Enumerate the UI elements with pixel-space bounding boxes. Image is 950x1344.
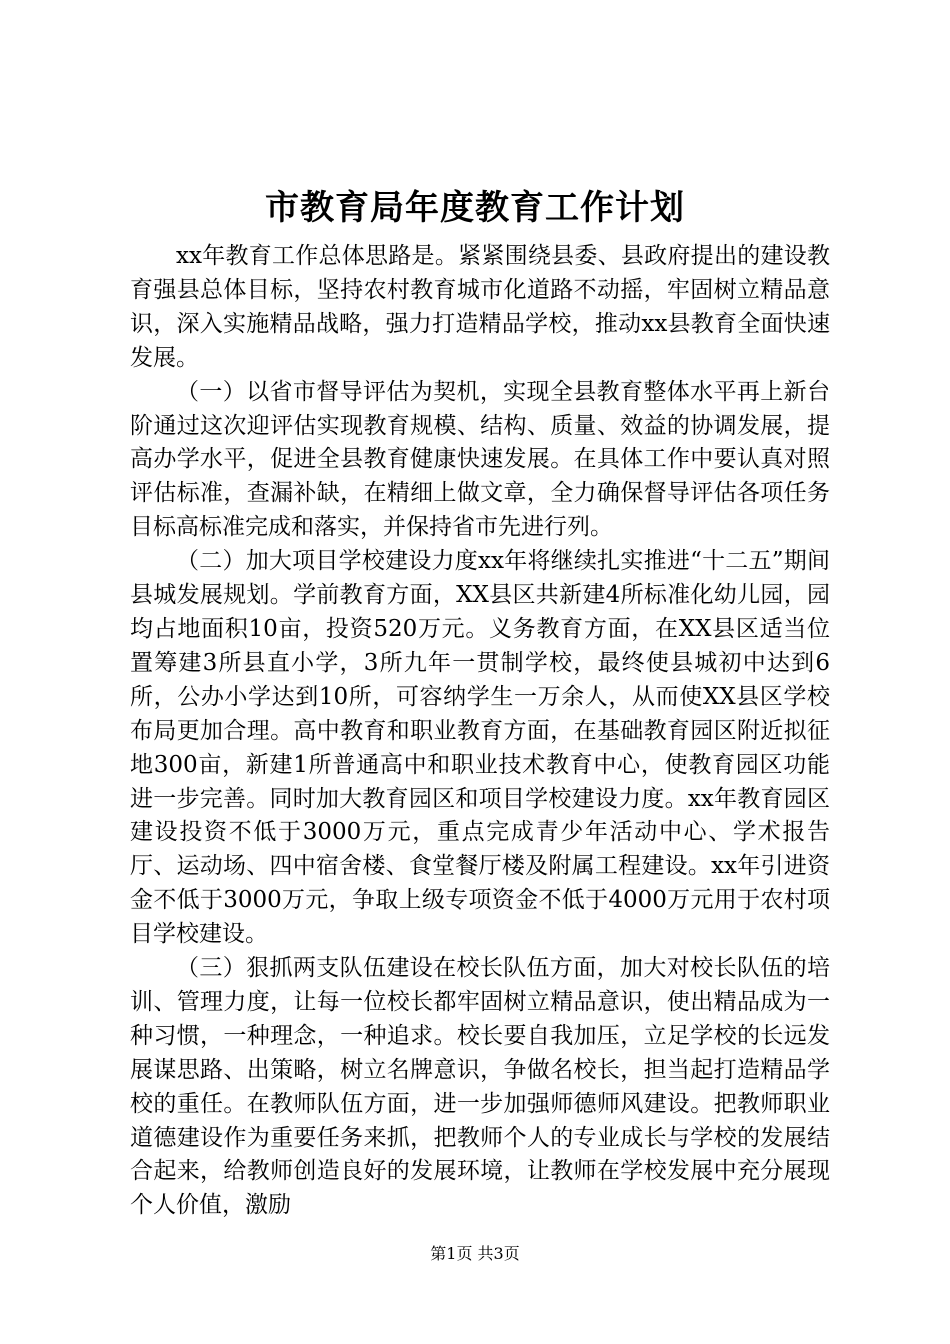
page-number-footer: 第1页 共3页 (430, 1244, 520, 1263)
paragraph-3: （二）加大项目学校建设力度xx年将继续扎实推进“十二五”期间县城发展规划。学前教育方面，XX县区共新建4所标准化幼儿园，园均占地面积10亩，投资520万元。义务教育方面，在XX县区适当位置筹建3所县直小学，3所九年一贯制学校，最终使县城初中达到6所，公办小学达到10所，可容纳学生一万余人，从而使XX县区学校布局更加合理。高中教育和职业教育方面，在基础教育园区附近拟征地300亩，新建1所普通高中和职业技术教育中心，使教育园区功能进一步完善。同时加大教育园区和项目学校建设力度。xx年教育园区建设投资不低于3000万元，重点完成青少年活动中心、学术报告厅、运动场、四中宿舍楼、食堂餐厅楼及附属工程建设。xx年引进资金不低于3000万元，争取上级专项资金不低于4000万元用于农村项目学校建设。 (130, 548, 830, 948)
paragraph-4: （三）狠抓两支队伍建设在校长队伍方面，加大对校长队伍的培训、管理力度，让每一位校长都牢固树立精品意识，使出精品成为一种习惯，一种理念，一种追求。校长要自我加压，立足学校的长远发展谋思路、出策略，树立名牌意识，争做名校长，担当起打造精品学校的重任。在教师队伍方面，进一步加强师德师风建设。把教师职业道德建设作为重要任务来抓，把教师个人的专业成长与学校的发展结合起来，给教师创造良好的发展环境，让教师在学校发展中充分展现个人价值，激励 (130, 955, 830, 1219)
document-body (130, 240, 830, 1223)
paragraph-2: （一）以省市督导评估为契机，实现全县教育整体水平再上新台阶通过这次迎评估实现教育规模、结构、质量、效益的协调发展，提高办学水平，促进全县教育健康快速发展。在具体工作中要认真对照评估标准，查漏补缺，在精细上做文章，全力确保督导评估各项任务目标高标准完成和落实，并保持省市先进行列。 (130, 378, 830, 541)
paragraph-1: xx年教育工作总体思路是。紧紧围绕县委、县政府提出的建设教育强县总体目标，坚持农村教育城市化道路不动摇，牢固树立精品意识，深入实施精品战略，强力打造精品学校，推动xx县教育全面快速发展。 (130, 243, 830, 371)
document-title: 市教育局年度教育工作计划 (265, 188, 685, 228)
